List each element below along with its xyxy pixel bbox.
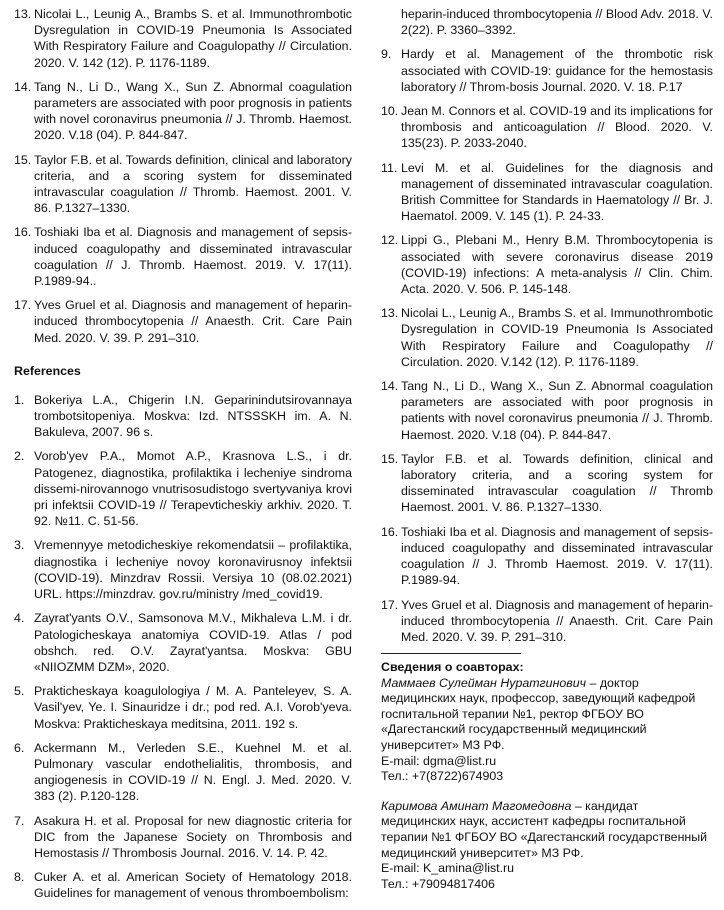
reference-text: Taylor F.B. et al. Towards definition, clinical and laboratory criteria, and a scoring system for disseminated intravascular coagulation // Thromb. Haemost. 2001. V. 86. P.1327–1330.	[34, 152, 352, 216]
reference-text: Toshiaki Iba et al. Diagnosis and management of sepsis-induced coagulopathy and disseminated intravascular coagulation // J. Thromb Haemost. 2019. V. 17(11). P.1989-94.	[401, 524, 713, 588]
references-heading: References	[14, 363, 81, 378]
reference-number: 1.	[14, 392, 25, 407]
references-list	[14, 392, 352, 902]
coauthor-phone: Тел.: +7(8722)674903	[381, 769, 504, 784]
coauthor-description: – доктор медицинских наук, профессор, заведующий кафедрой госпитальной терапии №1, ректор ФГБОУ ВО «Дагестанский государственный медицинский университет» МЗ РФ.	[381, 675, 696, 753]
reference-text: Ackermann M., Verleden S.E., Kuehnel M. et al. Pulmonary vascular endothelialitis, thrombosis, and angiogenesis in COVID-19 // N. Engl. J. Med. 2020. V. 383 (2). P.120-128.	[34, 740, 352, 804]
coauthor-email: E-mail: dgma@list.ru	[381, 753, 497, 768]
reference-text: Vremennyye metodicheskiye rekomendatsii – profilaktika, diagnostika i lecheniye novoy koronavirusnoy infektsii (COVID-19). Minzdrav Rossii. Versiya 10 (08.02.2021) URL. https://minzdrav. gov.ru/ministry /med_covid19.	[34, 538, 352, 602]
coauthor-phone: Тел.: +79094817406	[381, 876, 495, 891]
reference-number: 16.	[14, 225, 32, 240]
reference-number: 13.	[381, 306, 399, 321]
reference-number: 6.	[14, 740, 25, 755]
reference-item	[381, 524, 713, 589]
reference-item	[14, 224, 352, 289]
reference-number: 9.	[381, 47, 392, 62]
reference-number: 8.	[14, 870, 25, 885]
reference-text: Jean M. Connors et al. COVID-19 and its implications for thrombosis and anticoagulation // Blood. 2020. V. 135(23). P. 2033-2040.	[401, 104, 713, 151]
reference-text: Taylor F.B. et al. Towards definition, clinical and laboratory criteria, and a scoring system for disseminated intravascular coagulation // Thromb Haemost. 2001. V. 86. P.1327–1330.	[401, 451, 713, 515]
reference-item	[14, 740, 352, 805]
reference-text: Nicolai L., Leunig A., Brambs S. et al. Immunothrombotic Dysregulation in COVID-19 Pneumonia Is Associated With Respiratory Failure and Coagulopathy // Circulation. 2020. V. 142 (12). P. 1176-1189.	[34, 7, 352, 70]
coauthor-entry	[381, 676, 713, 785]
coauthor-entry	[381, 799, 713, 893]
reference-item	[14, 152, 352, 217]
reference-item	[14, 537, 352, 602]
reference-text: Yves Gruel et al. Diagnosis and management of heparin-induced thrombocytopenia // Anaesth. Crit. Care Pain Med. 2020. V. 39. P. 291–310.	[401, 597, 713, 644]
reference-item	[14, 79, 352, 144]
reference-item	[381, 103, 713, 152]
divider	[381, 653, 521, 654]
reference-number: 3.	[14, 538, 25, 553]
reference-number: 2.	[14, 449, 25, 464]
reference-number: 12.	[381, 233, 399, 248]
reference-number: 15.	[14, 152, 32, 167]
reference-item	[14, 813, 352, 862]
reference-text: Bokeriya L.A., Chigerin I.N. Geparinindutsirovannaya trombotsitopeniya. Moskva: Izd. NTSSSKH im. A. N. Bakuleva, 2007. 96 s.	[34, 392, 352, 440]
reference-text: Levi M. et al. Guidelines for the diagnosis and management of disseminated intravascular coagulation. British Committee for Standards in Haematology // Br. J. Haematol. 2009. V. 145 (1). P. 24-33.	[401, 160, 713, 224]
left-column	[14, 6, 352, 910]
reference-text: Yves Gruel et al. Diagnosis and management of heparin-induced thrombocytopenia // Anaesth. Crit. Care Pain Med. 2020. V. 39. P. 291–310.	[34, 298, 352, 345]
reference-number: 5.	[14, 684, 25, 699]
reference-text: Zayrat'yants O.V., Samsonova M.V., Mikhaleva L.M. i dr. Patologicheskaya anatomiya COVID-19. Atlas / pod obshch. red. O.V. Zayrat'yantsa. Moskva: GBU «NIIOZMM DZM», 2020.	[34, 611, 352, 674]
reference-number: 4.	[14, 611, 25, 626]
coauthors-section	[381, 660, 713, 892]
reference-number: 11.	[381, 160, 398, 175]
reference-text: Tang N., Li D., Wang X., Sun Z. Abnormal coagulation parameters are associated with poor prognosis in patients with novel coronavirus pneumonia // J. Thromb. Haemost. 2020. V.18 (04). P. 844-847.	[34, 79, 352, 143]
reference-number: 14.	[14, 79, 32, 94]
coauthor-name: Маммаев Сулейман Нуратгинович	[381, 675, 587, 690]
reference-item	[381, 597, 713, 646]
reference-text: Vorob'yev P.A., Momot A.P., Krasnova L.S., i dr. Patogenez, diagnostika, profilaktika i lecheniye sindroma dissemi-nirovannogo vnutrisosudistogo svertyvaniya krovi pri infektsii COVID-19 // Terapevticheskiy arkhiv. 2020. T. 92. №11. C. 51-56.	[34, 449, 352, 529]
reference-text: Prakticheskaya koagulologiya / M. A. Panteleyev, S. A. Vasil'yev, Ye. I. Sinauridze i dr.; pod red. A.I. Vorob'yeva. Moskva: Prakticheskaya meditsina, 2011. 192 s.	[34, 684, 352, 731]
reference-item	[381, 451, 713, 516]
reference-item	[14, 610, 352, 675]
reference-item	[381, 305, 713, 370]
reference-number: 7.	[14, 813, 25, 828]
reference-item	[14, 392, 352, 441]
reference-text: Asakura H. et al. Proposal for new diagnostic criteria for DIC from the Japanese Society on Thrombosis and Hemostasis // Thrombosis Journal. 2016. V. 14. P. 42.	[34, 813, 352, 860]
reference-number: 14.	[381, 379, 399, 394]
reference-continuation: heparin-induced thrombocytopenia // Blood Adv. 2018. V. 2(22). P. 3360–3392.	[401, 7, 713, 38]
reference-text: Tang N., Li D., Wang X., Sun Z. Abnormal coagulation parameters are associated with poor prognosis in patients with novel coronavirus pneumonia // J. Thromb. Haemost. 2020. V.18 (04). P. 844-847.	[401, 379, 713, 442]
reference-item	[14, 683, 352, 732]
reference-item	[14, 6, 352, 71]
reference-text: Lippi G., Plebani M., Henry B.M. Thrombocytopenia is associated with severe coronavirus disease 2019 (COVID-19) infections: A meta-analysis // Clin. Chim. Acta. 2020. V. 506. P. 145-148.	[401, 233, 713, 297]
coauthor-email: E-mail: K_amina@list.ru	[381, 861, 515, 876]
reference-item	[381, 160, 713, 225]
reference-number: 17.	[14, 298, 32, 313]
reference-number: 10.	[381, 104, 399, 119]
reference-text: Toshiaki Iba et al. Diagnosis and management of sepsis-induced coagulopathy and disseminated intravascular coagulation // J. Thromb. Haemost. 2019. V. 17(11). P.1989-94..	[34, 225, 352, 289]
reference-number: 13.	[14, 7, 32, 21]
reference-item	[381, 232, 713, 297]
right-column	[381, 6, 713, 906]
reference-item	[14, 297, 352, 346]
right-reference-list	[381, 46, 713, 645]
reference-number: 17.	[381, 597, 399, 612]
coauthors-heading: Сведения о соавторах:	[381, 660, 524, 675]
left-top-reference-list	[14, 6, 352, 346]
reference-text: Nicolai L., Leunig A., Brambs S. et al. Immunothrombotic Dysregulation in COVID-19 Pneumonia Is Associated With Respiratory Failure and Coagulopathy // Circulation. 2020. V.142 (12). P. 1176-1189.	[401, 306, 713, 369]
reference-item	[14, 448, 352, 529]
coauthor-description: – кандидат медицинских наук, ассистент кафедры госпитальной терапии №1 ФГБОУ ВО «Дагестанский государственный медицинский университет» МЗ РФ.	[381, 798, 708, 860]
coauthor-name: Каримова Аминат Магомедовна	[381, 798, 572, 813]
reference-text: Cuker A. et al. American Society of Hematology 2018. Guidelines for management of venous thromboembolism:	[34, 870, 352, 901]
reference-number: 15.	[381, 451, 399, 466]
reference-item	[14, 869, 352, 901]
reference-number: 16.	[381, 524, 399, 539]
reference-item	[381, 378, 713, 443]
reference-text: Hardy et al. Management of the thrombotic risk associated with COVID-19: guidance for the hemostasis laboratory // Throm-bosis Journal. 2020. V. 18. P.17	[401, 47, 713, 94]
reference-item	[381, 46, 713, 95]
